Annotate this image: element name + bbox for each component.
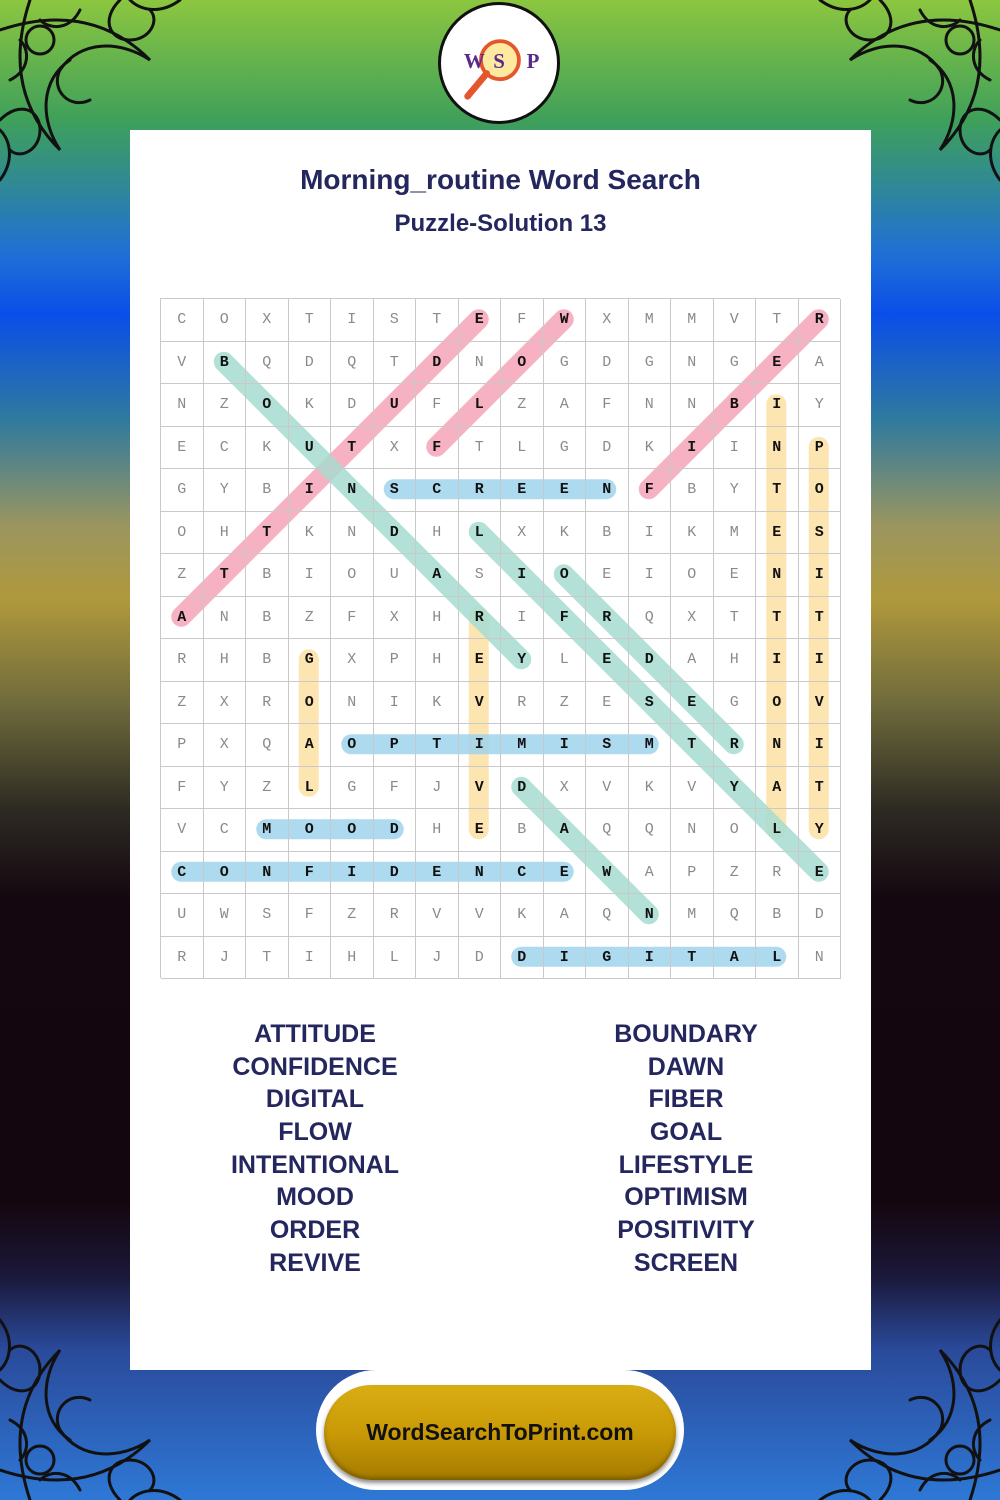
word-list-item: ORDER [269, 1216, 361, 1245]
grid-cell: I [544, 937, 587, 980]
word-list-item: FLOW [278, 1118, 352, 1147]
grid-cell: T [459, 427, 502, 470]
grid-cell: O [544, 554, 587, 597]
grid-cell: E [459, 299, 502, 342]
grid-cell: T [714, 597, 757, 640]
grid-cell: T [416, 724, 459, 767]
grid-cell: E [586, 639, 629, 682]
grid-cell: Z [714, 852, 757, 895]
grid-cell: L [544, 639, 587, 682]
word-list-item: REVIVE [269, 1248, 361, 1277]
grid-cell: B [246, 597, 289, 640]
puzzle-card [130, 130, 871, 1370]
grid-cell: Q [629, 809, 672, 852]
grid-cell: Q [331, 342, 374, 385]
grid-cell: T [204, 554, 247, 597]
grid-cell: U [289, 427, 332, 470]
grid-cell: F [331, 597, 374, 640]
grid-cell: H [416, 639, 459, 682]
grid-cell: E [161, 427, 204, 470]
grid-cell: D [501, 937, 544, 980]
grid-cell: T [671, 724, 714, 767]
grid-cell: N [799, 937, 842, 980]
grid-cell: T [756, 469, 799, 512]
grid-cell: D [501, 767, 544, 810]
grid-cell: N [756, 554, 799, 597]
grid-cell: X [374, 597, 417, 640]
grid-cell: I [714, 427, 757, 470]
word-list-item: MOOD [276, 1183, 354, 1212]
grid-cell: G [586, 937, 629, 980]
grid-cell: E [544, 469, 587, 512]
word-grid-area [160, 298, 840, 978]
puzzle-title: Morning_routine Word Search [300, 164, 701, 195]
grid-cell: A [161, 597, 204, 640]
grid-cell: I [799, 554, 842, 597]
grid-cell: K [544, 512, 587, 555]
grid-cell: G [544, 427, 587, 470]
grid-cell: H [416, 809, 459, 852]
grid-cell: T [799, 597, 842, 640]
grid-cell: X [374, 427, 417, 470]
word-list-item: CONFIDENCE [232, 1052, 398, 1081]
grid-cell: L [459, 384, 502, 427]
grid-cell: O [501, 342, 544, 385]
grid-cell: Z [161, 682, 204, 725]
grid-cell: M [629, 724, 672, 767]
grid-cell: T [671, 937, 714, 980]
wsp-logo [438, 2, 560, 124]
grid-cell: P [161, 724, 204, 767]
grid-cell: I [501, 554, 544, 597]
grid-cell: I [629, 554, 672, 597]
grid-cell: X [246, 299, 289, 342]
grid-cell: O [204, 852, 247, 895]
grid-cell: V [459, 894, 502, 937]
grid-cell: N [586, 469, 629, 512]
grid-cell: L [501, 427, 544, 470]
grid-cell: A [416, 554, 459, 597]
grid-cell: L [459, 512, 502, 555]
grid-cell: V [161, 809, 204, 852]
grid-cell: T [246, 512, 289, 555]
grid-cell: D [416, 342, 459, 385]
grid-cell: V [161, 342, 204, 385]
grid-cell: C [204, 427, 247, 470]
grid-cell: R [161, 937, 204, 980]
grid-cell: K [416, 682, 459, 725]
grid-cell: Q [246, 342, 289, 385]
grid-cell: O [289, 682, 332, 725]
grid-cell: W [586, 852, 629, 895]
grid-cell: N [204, 597, 247, 640]
grid-cell: O [246, 384, 289, 427]
grid-cell: S [459, 554, 502, 597]
grid-cell: G [544, 342, 587, 385]
grid-cell: R [459, 597, 502, 640]
grid-cell: Y [714, 767, 757, 810]
grid-cell: G [714, 682, 757, 725]
grid-cell: I [629, 937, 672, 980]
grid-cell: D [586, 342, 629, 385]
grid-cell: M [501, 724, 544, 767]
grid-cell: U [161, 894, 204, 937]
grid-cell: D [459, 937, 502, 980]
grid-cell: S [629, 682, 672, 725]
grid-cell: H [331, 937, 374, 980]
grid-cell: F [586, 384, 629, 427]
word-list-right [501, 1018, 871, 1280]
grid-cell: I [331, 852, 374, 895]
word-list-item: DIGITAL [265, 1085, 365, 1114]
grid-cell: O [799, 469, 842, 512]
grid-cell: E [544, 852, 587, 895]
grid-cell: E [586, 682, 629, 725]
grid-cell: N [756, 427, 799, 470]
grid-cell: N [629, 384, 672, 427]
grid-cell: G [714, 342, 757, 385]
grid-cell: E [459, 639, 502, 682]
grid-cell: E [714, 554, 757, 597]
grid-cell: G [161, 469, 204, 512]
word-list-item: GOAL [649, 1118, 723, 1147]
grid-cell: E [756, 342, 799, 385]
grid-cell: Y [714, 469, 757, 512]
grid-cell: C [161, 852, 204, 895]
grid-cell: I [799, 724, 842, 767]
logo-letter-w: W [463, 48, 485, 73]
grid-cell: N [459, 852, 502, 895]
grid-cell: F [416, 384, 459, 427]
word-list-item: FIBER [648, 1085, 724, 1114]
grid-cell: K [501, 894, 544, 937]
grid-cell: I [756, 639, 799, 682]
grid-cell: T [289, 299, 332, 342]
grid-cell: T [246, 937, 289, 980]
grid-cell: I [799, 639, 842, 682]
word-list-item: DAWN [647, 1052, 725, 1081]
grid-cell: F [289, 894, 332, 937]
grid-cell: P [799, 427, 842, 470]
grid-cell: D [629, 639, 672, 682]
grid-cell: P [671, 852, 714, 895]
grid-cell: A [629, 852, 672, 895]
grid-cell: X [544, 767, 587, 810]
grid-cell: F [501, 299, 544, 342]
grid-cell: K [289, 384, 332, 427]
grid-cell: G [629, 342, 672, 385]
grid-cell: N [161, 384, 204, 427]
grid-cell: K [289, 512, 332, 555]
grid-cell: Z [289, 597, 332, 640]
grid-cell: O [331, 809, 374, 852]
grid-cell: Q [586, 809, 629, 852]
grid-cell: T [416, 299, 459, 342]
grid-cell: B [756, 894, 799, 937]
grid-cell: Q [714, 894, 757, 937]
grid-cell: Z [204, 384, 247, 427]
grid-cell: N [671, 809, 714, 852]
grid-cell: O [756, 682, 799, 725]
grid-cell: J [204, 937, 247, 980]
grid-cell: T [756, 299, 799, 342]
word-list-item: OPTIMISM [624, 1183, 748, 1212]
word-list-left [130, 1018, 500, 1280]
grid-cell: H [416, 512, 459, 555]
grid-cell: F [374, 767, 417, 810]
grid-cell: Z [246, 767, 289, 810]
grid-cell: I [544, 724, 587, 767]
grid-cell: A [756, 767, 799, 810]
grid-cell: Q [629, 597, 672, 640]
grid-cell: V [714, 299, 757, 342]
grid-cell: O [289, 809, 332, 852]
grid-cell: R [756, 852, 799, 895]
grid-cell: N [756, 724, 799, 767]
word-list-item: BOUNDARY [614, 1020, 758, 1048]
puzzle-subtitle: Puzzle-Solution 13 [394, 210, 607, 237]
grid-cell: R [374, 894, 417, 937]
grid-cell: N [331, 682, 374, 725]
grid-cell: K [246, 427, 289, 470]
grid-cell: I [501, 597, 544, 640]
grid-cell: O [331, 554, 374, 597]
grid-cell: B [204, 342, 247, 385]
grid-cell: B [246, 639, 289, 682]
grid-cell: W [204, 894, 247, 937]
grid-cell: A [799, 342, 842, 385]
grid-cell: D [799, 894, 842, 937]
grid-cell: R [586, 597, 629, 640]
grid-cell: A [544, 894, 587, 937]
grid-cell: A [289, 724, 332, 767]
grid-cell: C [416, 469, 459, 512]
grid-cell: J [416, 767, 459, 810]
grid-cell: X [204, 682, 247, 725]
grid-cell: R [246, 682, 289, 725]
word-list-item: ATTITUDE [254, 1020, 376, 1048]
grid-cell: Z [161, 554, 204, 597]
grid-cell: V [459, 682, 502, 725]
grid-cell: K [629, 427, 672, 470]
grid-cell: E [416, 852, 459, 895]
logo-letter-p: P [526, 48, 540, 73]
grid-cell: T [374, 342, 417, 385]
grid-cell: D [331, 384, 374, 427]
grid-cell: C [204, 809, 247, 852]
website-label: WordSearchToPrint.com [366, 1419, 634, 1445]
grid-cell: U [374, 384, 417, 427]
grid-cell: C [501, 852, 544, 895]
grid-cell: I [289, 469, 332, 512]
grid-cell: M [246, 809, 289, 852]
grid-cell: L [374, 937, 417, 980]
grid-cell: N [671, 342, 714, 385]
grid-cell: I [374, 682, 417, 725]
word-list-item: SCREEN [633, 1248, 739, 1277]
grid-cell: U [374, 554, 417, 597]
grid-cell: S [246, 894, 289, 937]
grid-cell: V [671, 767, 714, 810]
grid-cell: M [629, 299, 672, 342]
grid-cell: S [374, 469, 417, 512]
grid-cell: Z [501, 384, 544, 427]
grid-cell: P [374, 639, 417, 682]
grid-cell: B [714, 384, 757, 427]
grid-cell: R [459, 469, 502, 512]
grid-cell: Y [204, 767, 247, 810]
word-list-item: POSITIVITY [617, 1216, 755, 1245]
grid-cell: R [501, 682, 544, 725]
grid-cell: Y [799, 384, 842, 427]
letter-grid [160, 298, 840, 978]
grid-cell: F [544, 597, 587, 640]
grid-cell: C [161, 299, 204, 342]
grid-cell: S [799, 512, 842, 555]
grid-cell: X [671, 597, 714, 640]
grid-cell: D [374, 852, 417, 895]
grid-cell: O [331, 724, 374, 767]
grid-cell: Y [501, 639, 544, 682]
grid-cell: X [204, 724, 247, 767]
grid-cell: B [246, 554, 289, 597]
grid-cell: R [799, 299, 842, 342]
grid-cell: H [204, 639, 247, 682]
grid-cell: H [416, 597, 459, 640]
grid-cell: E [671, 682, 714, 725]
grid-cell: H [204, 512, 247, 555]
grid-cell: I [459, 724, 502, 767]
grid-cell: Z [544, 682, 587, 725]
grid-cell: S [374, 299, 417, 342]
grid-cell: O [204, 299, 247, 342]
grid-cell: M [714, 512, 757, 555]
grid-cell: A [671, 639, 714, 682]
grid-cell: V [799, 682, 842, 725]
grid-cell: B [246, 469, 289, 512]
grid-cell: Q [246, 724, 289, 767]
grid-cell: W [544, 299, 587, 342]
grid-cell: E [459, 809, 502, 852]
grid-cell: E [799, 852, 842, 895]
grid-cell: I [331, 299, 374, 342]
grid-cell: D [586, 427, 629, 470]
grid-cell: G [289, 639, 332, 682]
grid-cell: K [629, 767, 672, 810]
grid-cell: D [374, 809, 417, 852]
grid-cell: I [671, 427, 714, 470]
grid-cell: S [586, 724, 629, 767]
word-list-item: INTENTIONAL [230, 1150, 400, 1179]
grid-cell: V [416, 894, 459, 937]
grid-cell: N [459, 342, 502, 385]
grid-cell: E [586, 554, 629, 597]
grid-cell: K [671, 512, 714, 555]
grid-cell: B [671, 469, 714, 512]
grid-cell: A [714, 937, 757, 980]
grid-cell: F [416, 427, 459, 470]
grid-cell: E [756, 512, 799, 555]
grid-cell: T [756, 597, 799, 640]
grid-cell: Q [586, 894, 629, 937]
grid-cell: A [544, 809, 587, 852]
grid-cell: F [289, 852, 332, 895]
grid-cell: G [331, 767, 374, 810]
grid-cell: E [501, 469, 544, 512]
grid-cell: L [289, 767, 332, 810]
grid-cell: Y [799, 809, 842, 852]
grid-cell: N [246, 852, 289, 895]
grid-cell: H [714, 639, 757, 682]
grid-cell: X [331, 639, 374, 682]
grid-cell: I [289, 937, 332, 980]
grid-cell: L [756, 937, 799, 980]
grid-cell: N [629, 894, 672, 937]
grid-cell: J [416, 937, 459, 980]
grid-cell: D [289, 342, 332, 385]
grid-cell: F [161, 767, 204, 810]
grid-cell: D [374, 512, 417, 555]
grid-cell: X [501, 512, 544, 555]
grid-cell: N [331, 469, 374, 512]
grid-cell: F [629, 469, 672, 512]
grid-cell: X [586, 299, 629, 342]
grid-cell: B [586, 512, 629, 555]
grid-cell: T [799, 767, 842, 810]
grid-cell: Y [204, 469, 247, 512]
word-list-item: LIFESTYLE [618, 1150, 754, 1179]
grid-cell: R [714, 724, 757, 767]
grid-cell: P [374, 724, 417, 767]
grid-cell: I [629, 512, 672, 555]
grid-cell: Z [331, 894, 374, 937]
grid-cell: R [161, 639, 204, 682]
logo-letter-s: S [493, 48, 505, 73]
grid-cell: T [331, 427, 374, 470]
grid-cell: B [501, 809, 544, 852]
grid-cell: M [671, 894, 714, 937]
grid-cell: N [671, 384, 714, 427]
grid-cell: O [161, 512, 204, 555]
grid-cell: V [586, 767, 629, 810]
grid-cell: I [289, 554, 332, 597]
grid-cell: A [544, 384, 587, 427]
website-button[interactable] [324, 1385, 676, 1480]
grid-cell: N [331, 512, 374, 555]
grid-cell: O [714, 809, 757, 852]
grid-cell: O [671, 554, 714, 597]
grid-cell: L [756, 809, 799, 852]
grid-cell: I [756, 384, 799, 427]
grid-cell: V [459, 767, 502, 810]
grid-cell: M [671, 299, 714, 342]
